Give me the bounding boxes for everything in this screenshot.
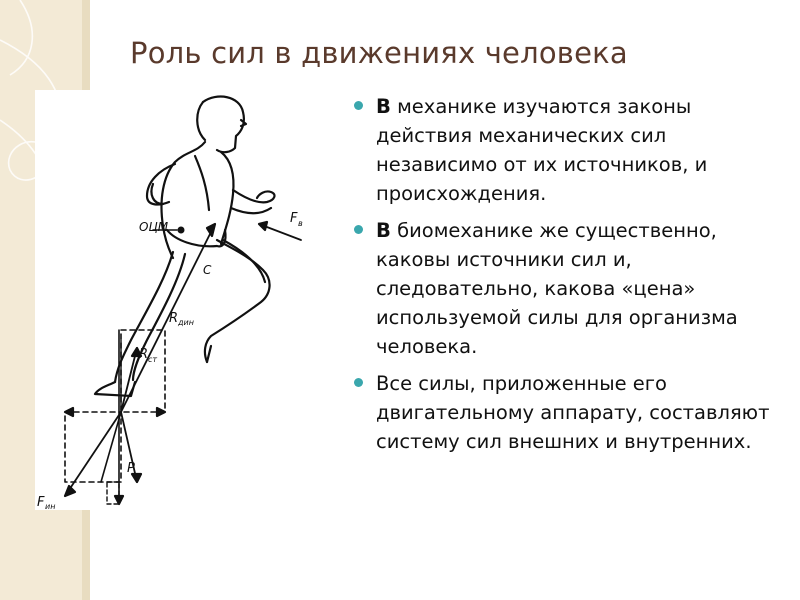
runner-front-leg xyxy=(205,240,270,362)
bullet-item xyxy=(352,92,782,208)
bullet-dot-icon xyxy=(354,225,363,234)
label-fb-sub: в xyxy=(298,219,303,228)
bullet-text xyxy=(376,92,782,208)
runner-head xyxy=(203,97,244,153)
runner-shorts xyxy=(167,230,226,246)
runner-front-arm xyxy=(233,190,274,202)
label-c: С xyxy=(203,263,212,277)
bullet-item xyxy=(352,216,782,361)
runner-diagram-svg xyxy=(35,90,313,510)
slide-title: Роль сил в движениях человека xyxy=(130,36,628,70)
label-p: Р xyxy=(127,461,135,476)
bullet-list xyxy=(352,92,782,464)
label-rst-sub: ст xyxy=(148,355,158,364)
bullet-body: биомеханике же существенно, каковы источники сил и, следовательно, какова «цена» используемой силы для организма человека. xyxy=(376,219,738,358)
force-arrow-rdin xyxy=(121,224,215,412)
label-rst: R xyxy=(139,347,149,362)
bullet-text xyxy=(376,216,782,361)
bullet-dot-icon xyxy=(354,101,363,110)
label-rdin-sub: дин xyxy=(178,318,194,327)
bullet-lead: В xyxy=(376,219,391,242)
label-fin: F xyxy=(37,495,45,510)
label-rdin: R xyxy=(169,311,179,326)
bullet-body: Все силы, приложенные его двигательному аппарату, составляют систему сил внешних и внутренних. xyxy=(376,372,770,453)
force-arrow-fin xyxy=(65,412,121,496)
label-fb: F xyxy=(290,211,298,226)
bullet-item xyxy=(352,369,782,456)
bullet-body: механике изучаются законы действия механических сил независимо от их источников, и происхождения. xyxy=(376,95,708,205)
bullet-lead: В xyxy=(376,95,391,118)
bullet-dot-icon xyxy=(354,378,363,387)
runner-force-diagram xyxy=(35,90,313,510)
label-fin-sub: ин xyxy=(45,502,56,510)
runner-rear-foot xyxy=(95,382,135,396)
label-ocm: ОЦМ xyxy=(139,220,169,234)
ocm-marker xyxy=(178,227,185,234)
bullet-text xyxy=(376,369,782,456)
